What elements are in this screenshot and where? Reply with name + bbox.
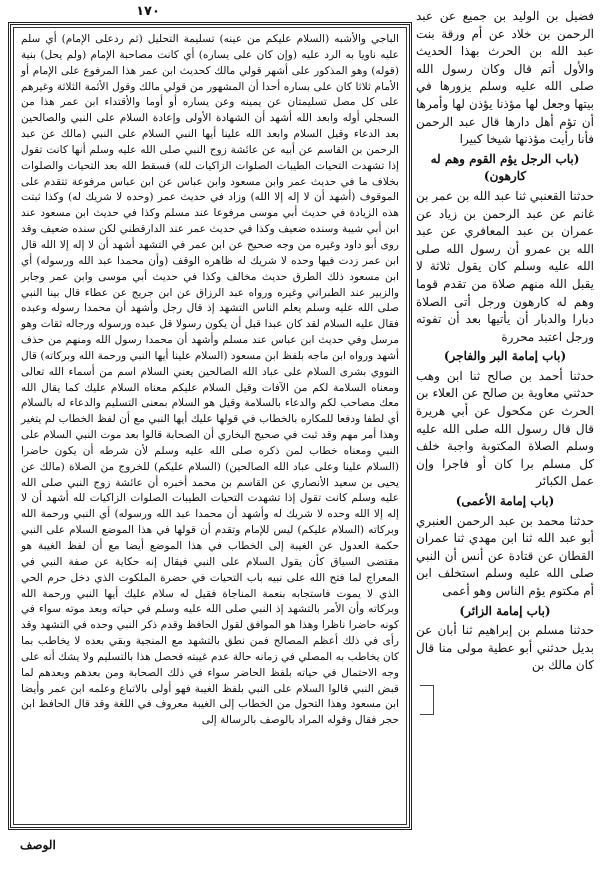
commentary-paragraph: الباجي والأشبه (السلام عليكم من عينه) تسليمة التحليل (ثم ردعلى الإمام) أي سلم عليه ناويا به الرد عليه (وإن كان على يساره) أي كانت مصاحبة الإمام (ولم يحل) بنية (قوله) وهو المذكور على أشهر قولي مالك كحديث ابن عمر هذا المرفوع على الإمام أو الأمام ثلاثا كان على بساره أحدا أن المشهور من قولي مالك وقول الأئمة الثلاثة وغيرهم على كل مصل تسليمتان عن يمينه وعن يساره أو أوما والأقتداء ابن عمر هذا من السجلي أوله وابعد الله أشهد أن الشهادة الأولى وإعادة السلام على النبي والصالحين بعد الدعاء وقيل السلام وابعد الله علينا أيها النبي السلام على النبي (مالك عن عبد الرحمن بن القاسم عن أبيه عن عائشة زوج النبي صلى الله عليه وسلم أنها كانت تقول إذا تشهدت التحيات الطيبات الصلوات الزاكيات لله) فسقط الله بعد التحيات والصلوات بخلاف ما في حديث عمر وابن مسعود وابن عباس عن ابن عباس مرفوعة تتقدم على الموقوف (أشهد أن لا إله إلا الله) وزاد في حديث عمر (وحده لا شريك له) وكذا ثبتت هذه الزيادة في حديث أبي موسى مرفوعا عند مسلم وكذا في حديث ابن مسعود عند ابن أبي شيبة وسنده ضعيف وكذا في حديث عمر عند الدارقطني لكن سنده ضعيف وقد روى أبو داود وغيره من وجه صحيح عن ابن عمر في التشهد أشهد أن لا إله إلا الله قال ابن عمر زدت فيها وحده لا شريك له ظاهره الوقف (وأن محمدا عبد الله ورسوله) أي ابن مسعود ذلك الطرق حديث مخالف وكذا في حديث أبي موسى وابن عمر وجابر والزبير عند الطبراني وغيره ورواه عبد الرزاق عن ابن جريج عن عطاء قال بينا النبي صلى الله عليه وسلم يعلم الناس التشهد إذ قال رجل وأشهد أن محمدا رسوله وعبده فقال عليه السلام لقد كان عبدا قبل أن يكون رسولا قل عبده ورسوله ورجاله ثقات وهو مرسل وفي حديث ابن عباس عند مسلم وأشهد أن محمدا رسول الله ومنهم من حذف أشهد ورواه ابن ماجه بلفظ ابن مسعود (السلام علينا أيها النبي ورحمة الله وبركاته) قال النووي بشرى السلام على عباد الله الصالحين يعني السلام اسم من أسماء الله تعالى ومعناه السلامة لكم من الآفات وقيل السلام عليكم معناه السلام عليك كما يقال الله معك مصاحب لكم والدعاء بالسلامة وقيل هو السلام بمعنى التسليم والدعاء له بالسلام أي لطفا ودفعا للمكاره بالخطاب في قولها عليك أيها النبي مع أن لفظ الخطاب لم يتغير وهذا أمر مهم وقد ثبت في صحيح البخاري أن الصحابة قالوا بعد موت النبي السلام على النبي ومعناه خطاب لمن ذكره صلى الله عليه وسلم لأن شرطه أن يكون حاضرا (السلام علينا وعلى عباد الله الصالحين) (السلام عليكم) للخروج من الصلاة (مالك عن يحيى بن سعيد الأنصاري عن القاسم بن محمد أخبره أن عائشة زوج النبي صلى الله عليه وسلم كانت تقول إذا تشهدت التحيات الطيبات الصلوات الزاكيات لله أشهد أن لا إله إلا الله وحده لا شريك له وأشهد أن محمدا عبد الله ورسوله) أي النبي ورحمة الله وبركاته (السلام عليكم) ليس للإمام وتقدم أن قولها في هذا الموضع السلام على النبي حكمة العدول عن الغيبة إلى الخطاب في هذا الموضع أيضا مع أن لفظ الغيبة هو مقتضى السياق كأن يقول السلام على النبي فيقال إنه حكاية عن صفة النبي في المعراج لما فتح الله على نبيه باب التحيات في حضرة الملكوت الذي دخل حرم الحي الذي لا يموت فاستجابه بنعمة المناجاة فقيل له سلام عليك أيها النبي ورحمة الله وبركاته وأن الأمر بالتشهد إذ النبي صلى الله عليه وسلم في حياته وبعد موته سواء في كونه حاضرا ناظرا وهذا هو الموافق لقول الحافظ وقدم ذكر النبي وحده في التشهد وقد رأى في ذلك أعظم المصالح فمن نطق بالتشهد مع المنجية وبقي بعده لا يخاطب بما كان يخاطب به المصلي في زمانه حالة عدم غيبته فحصل هذا بالتسليم ولا يشك أنه على وجه الاحتمال في حياته بلفظ الحاضر سواء في ذلك الصحابة ومن بعدهم وبعدهم لما قبض النبي قالوا السلام على النبي بلفظ الغيبة فهو أولى بالاتباع وعلمه ابن عمر وأيضا ابن مسعود وهذا التحول من الخطاب إلى الغيبة معروف في اللغة وقد قال الحافظ ابن حجر فقال وقوله المراد بالوصف بالرسالة إلى bbox=[21, 33, 399, 727]
matn-paragraph: فضيل بن الوليد بن جميع عن عبد الرحمن بن خلاد عن أم ورقة بنت عبد الله بن الحرث بهذا الحديث والأول أتم قال وكان رسول الله صلى الله عليه وسلم يزورها في بيتها وجعل لها مؤذنا يؤذن لها وأمرها أن تؤم أهل دارها قال عبد الرحمن فأنا رأيت مؤذنها شيخا كبيرا bbox=[416, 9, 594, 147]
main-text-column bbox=[416, 8, 594, 788]
matn-paragraph: حدثنا محمد بن عبد الرحمن العنبري أبو عبد الله ثنا ابن مهدي ثنا عمران القطان عن قتادة عن أنس أن النبي صلى الله عليه وسلم استخلف ابن أم مكتوم يؤم الناس وهو أعمى bbox=[416, 513, 594, 598]
chapter-heading: (باب الرجل يؤم القوم وهم له كارهون) bbox=[430, 151, 580, 184]
chapter-heading: (باب إمامة الزائر) bbox=[459, 603, 551, 618]
page-number: ١٧٠ bbox=[136, 4, 160, 19]
matn-paragraph: حدثنا أحمد بن صالح ثنا ابن وهب حدثني معاوية بن صالح عن العلاء بن الحرث عن مكحول عن أبي هريرة قال قال رسول الله صلى الله عليه وسلم الصلاة المكتوبة واجبة خلف كل مسلم برا كان أو فاجرا وإن عمل الكبائر bbox=[416, 368, 594, 489]
commentary-text bbox=[13, 27, 407, 825]
matn-paragraph: حدثنا القعنبي ثنا عبد الله بن عمر بن غانم عن عبد الرحمن بن زياد عن عمران بن عبد المعافري عن عبد الله بن عمرو أن رسول الله صلى الله عليه وسلم كان يقول ثلاثة لا يقبل الله منهم صلاة من تقدم قوما وهم له كارهون ورجل أتى الصلاة دبارا والدبار أن يأتيها بعد أن تفوته ورجل اعتبد محررة bbox=[416, 188, 594, 344]
chapter-heading: (باب إمامة البر والفاجر) bbox=[443, 349, 567, 364]
chapter-heading: (باب إمامة الأعمى) bbox=[455, 494, 555, 509]
margin-bracket bbox=[420, 685, 434, 715]
catchword: الوصف bbox=[20, 838, 56, 852]
matn-paragraph: حدثنا مسلم بن إبراهيم ثنا أبان عن بديل حدثني أبو عطية مولى منا قال كان مالك بن bbox=[416, 623, 594, 673]
commentary-frame bbox=[8, 22, 412, 830]
